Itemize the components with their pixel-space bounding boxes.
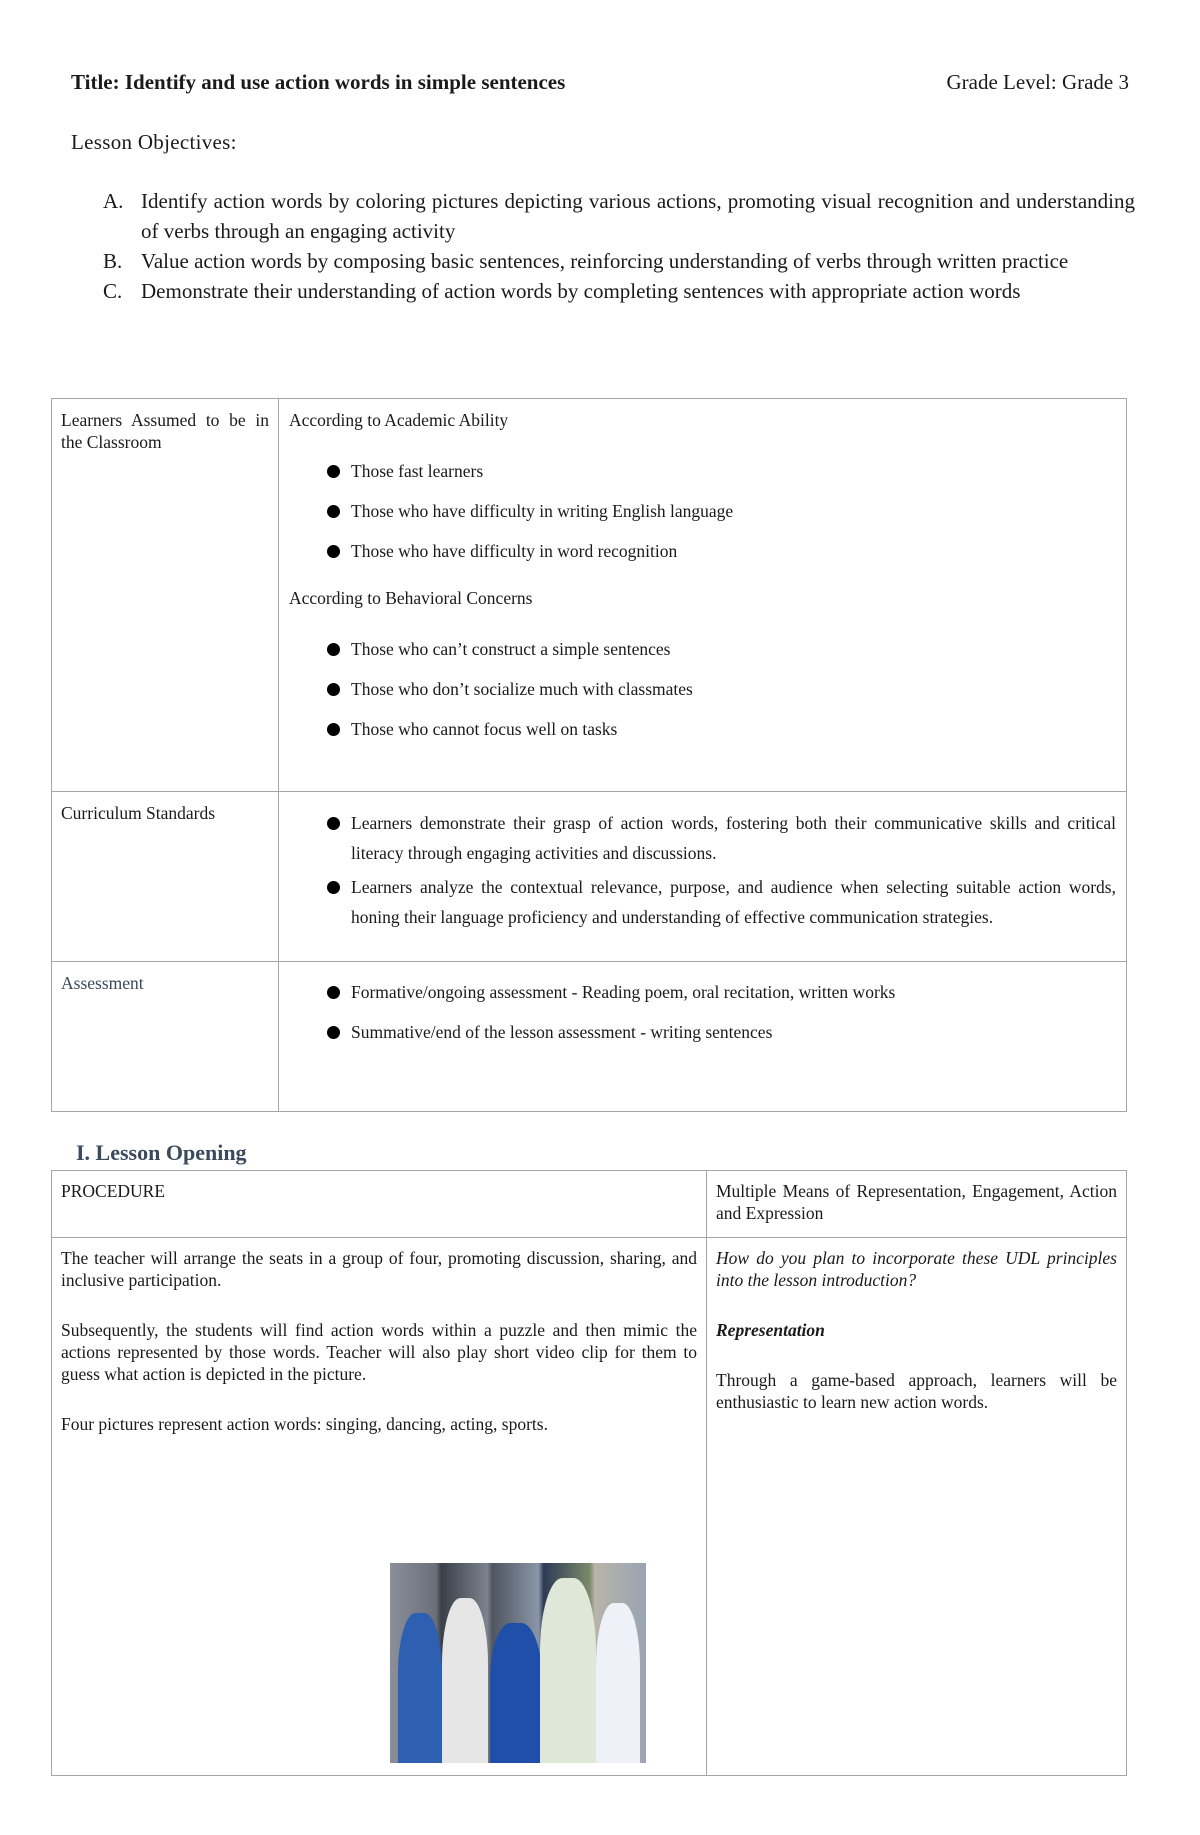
objective-item [103,186,1135,246]
list-item: Learners analyze the contextual relevance, purpose, and audience when selecting suitable action words, honing their language proficiency and understanding of effective communication strategies. [289,872,1116,932]
objective-letter: B. [103,249,123,273]
objective-text: Identify action words by coloring pictures depicting various actions, promoting visual recognition and understanding of verbs through an engaging activity [141,189,1135,243]
objective-text: Demonstrate their understanding of action words by completing sentences with appropriate action words [141,279,1021,303]
behavioral-heading: According to Behavioral Concerns [289,588,533,608]
bullet-icon [327,683,340,696]
bullet-icon [327,465,340,478]
curriculum-content [279,792,1127,962]
title-row [71,70,1129,95]
list-item: Learners demonstrate their grasp of action words, fostering both their communicative skills and critical literacy through engaging activities and discussions. [289,808,1116,868]
learners-label: Learners Assumed to be in the Classroom [52,399,279,792]
behavioral-list [289,637,1116,741]
assessment-list [289,980,1116,1044]
assessment-row [52,962,1127,1112]
list-item: Those who don’t socialize much with classmates [289,677,1116,701]
list-item: Those who have difficulty in word recognition [289,539,1116,563]
udl-header: Multiple Means of Representation, Engagement, Action and Expression [707,1171,1127,1238]
bullet-icon [327,643,340,656]
academic-heading: According to Academic Ability [289,410,509,430]
player-figure [540,1578,596,1763]
bullet-icon [327,1026,340,1039]
objective-letter: A. [103,189,124,213]
opening-header-row [52,1171,1127,1238]
assessment-content [279,962,1127,1112]
objective-item [103,276,1135,306]
objective-text: Value action words by composing basic sentences, reinforcing understanding of verbs through written practice [141,249,1069,273]
udl-representation-label: Representation [716,1320,825,1340]
udl-representation-text: Through a game-based approach, learners will be enthusiastic to learn new action words. [716,1370,1117,1412]
list-item: Those who have difficulty in writing English language [289,499,1116,523]
procedure-paragraph: The teacher will arrange the seats in a group of four, promoting discussion, sharing, and inclusive participation. [61,1248,697,1290]
player-figure [398,1613,442,1763]
list-item: Formative/ongoing assessment - Reading poem, oral recitation, written works [289,980,1116,1004]
sports-action-photo [390,1563,646,1763]
learners-row [52,399,1127,792]
list-item: Those fast learners [289,459,1116,483]
list-item: Those who can’t construct a simple sentences [289,637,1116,661]
curriculum-list [289,808,1116,932]
udl-content [707,1238,1127,1776]
bullet-icon [327,986,340,999]
lesson-title: Title: Identify and use action words in simple sentences [71,70,566,94]
bullet-icon [327,545,340,558]
grade-level: Grade Level: Grade 3 [946,70,1129,94]
procedure-paragraph: Four pictures represent action words: singing, dancing, acting, sports. [61,1414,548,1434]
assessment-label: Assessment [52,962,279,1112]
objective-item [103,246,1135,276]
bullet-icon [327,505,340,518]
curriculum-label: Curriculum Standards [52,792,279,962]
player-figure [442,1598,488,1763]
learners-table [51,398,1127,1112]
objectives-list [103,186,1135,306]
list-item: Those who cannot focus well on tasks [289,717,1116,741]
list-item: Summative/end of the lesson assessment - writing sentences [289,1020,1116,1044]
curriculum-row [52,792,1127,962]
player-figure [596,1603,640,1763]
lesson-opening-heading: I. Lesson Opening [76,1140,247,1165]
procedure-paragraph: Subsequently, the students will find action words within a puzzle and then mimic the actions represented by those words. Teacher will also play short video clip for them to guess what action is depicted in the picture. [61,1320,697,1384]
bullet-icon [327,817,340,830]
bullet-icon [327,881,340,894]
udl-question: How do you plan to incorporate these UDL principles into the lesson introduction? [716,1248,1117,1290]
learners-content [279,399,1127,792]
academic-list [289,459,1116,563]
objectives-label: Lesson Objectives: [71,130,237,154]
bullet-icon [327,723,340,736]
player-figure [490,1623,542,1763]
procedure-header: PROCEDURE [52,1171,707,1238]
objective-letter: C. [103,279,123,303]
